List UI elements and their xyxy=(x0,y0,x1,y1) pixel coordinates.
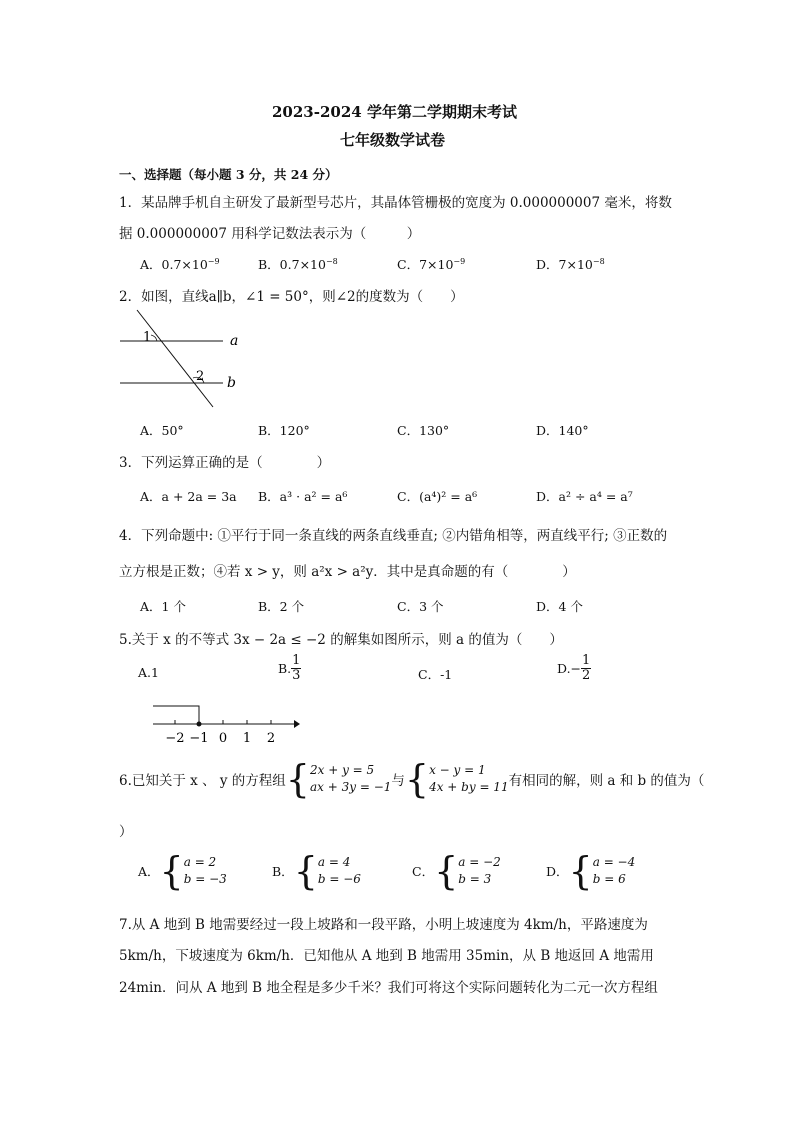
q2-stem: 2．如图，直线a∥b，∠1 = 50°，则∠2的度数为（ ） xyxy=(119,289,464,305)
axis-tick-label: −2 xyxy=(165,731,185,746)
q6-option-a: A．{ a = 2 b = −3 xyxy=(138,849,227,893)
exam-title-line2: 七年级数学试卷 xyxy=(340,131,446,149)
axis-tick-label: 2 xyxy=(266,731,276,746)
q3-option-d: D．a² ÷ a⁴ = a⁷ xyxy=(536,489,633,504)
q6-option-d: D．{ a = −4 b = 6 xyxy=(546,849,636,893)
line-a-label: a xyxy=(230,333,239,349)
transversal xyxy=(137,310,213,407)
q1-option-c: C．$7\times 10^{-9}$ xyxy=(397,256,466,272)
line-b-label: b xyxy=(227,375,236,391)
q3-option-b: B．a³ · a² = a⁶ xyxy=(258,489,348,504)
q5-option-c: C．-1 xyxy=(418,667,453,682)
q1-option-d: D．$7\times 10^{-8}$ xyxy=(536,256,605,272)
angle-2-label: 2 xyxy=(196,369,205,384)
q6-system1-eq1: 2x + y = 5 xyxy=(309,763,375,777)
q5-d-numerator: 1 xyxy=(582,653,591,668)
q1-line1: 1．某品牌手机自主研发了最新型号芯片，其晶体管栅极的宽度为 0.000000007 毫米，将数 xyxy=(119,195,672,211)
q3-stem: 3．下列运算正确的是（ ） xyxy=(119,455,331,471)
q7-line2: 5km/h，下坡速度为 6km/h．已知他从 A 地到 B 地需用 35min，从 B 地返回 A 地需用 xyxy=(119,948,654,964)
q5-number-line xyxy=(148,700,300,748)
solution-ray xyxy=(153,706,199,724)
q5-d-denominator: 2 xyxy=(582,668,591,683)
axis-tick-label: 1 xyxy=(242,731,252,746)
q2-option-c: C．130° xyxy=(397,423,450,438)
q4-option-c: C．3 个 xyxy=(397,599,444,614)
q5-stem: 5.关于 x 的不等式 3x − 2a ≤ −2 的解集如图所示，则 a 的值为（ ） xyxy=(119,632,563,648)
q5-b-denominator: 3 xyxy=(292,668,301,683)
q4-option-a: A．1 个 xyxy=(140,599,186,614)
q6-system2-eq2: 4x + by = 11 xyxy=(429,780,509,794)
q1-option-a: A．$0.7\times 10^{-9}$ xyxy=(140,256,220,272)
q5-option-b: B. $\frac{1}{3}$ xyxy=(278,653,301,683)
q3-option-c: C．(a⁴)² = a⁶ xyxy=(397,489,478,504)
q6-option-c: C．{ a = −2 b = 3 xyxy=(412,849,501,893)
q5-option-a: A.1 xyxy=(138,665,159,680)
q7-line3: 24min．问从 A 地到 B 地全程是多少千米？我们可将这个实际问题转化为二元一次方程组 xyxy=(119,980,658,996)
q5-option-d: D.− $\frac{1}{2}$ xyxy=(557,653,591,683)
q1-option-b: B．$0.7\times 10^{-8}$ xyxy=(258,256,338,272)
axis-tick-label: −1 xyxy=(189,731,209,746)
q2-option-a: A．50° xyxy=(140,423,184,438)
section-heading: 一、选择题（每小题 3 分，共 24 分） xyxy=(119,167,338,182)
q6-system1-eq2: ax + 3y = −1 xyxy=(309,780,392,794)
q1-line2: 据 0.000000007 用科学记数法表示为（ ） xyxy=(119,226,421,242)
axis-tick-label: 0 xyxy=(218,731,228,746)
q6-line1: 6.已知关于 x 、 y 的方程组{ 2x + y = 5 ax + 3y = −1 与{ x − y = 1 4x + by = 11 有相同的解，则 a 和 b 的值为（ xyxy=(119,757,705,801)
q6-system2-eq1: x − y = 1 xyxy=(429,763,486,777)
q4-line2: 立方根是正数；④若 x > y，则 a²x > a²y．其中是真命题的有（ ） xyxy=(119,564,576,580)
q4-option-b: B．2 个 xyxy=(258,599,305,614)
q2-option-d: D．140° xyxy=(536,423,589,438)
q5-b-numerator: 1 xyxy=(292,653,301,668)
angle-1-label: 1 xyxy=(143,330,152,345)
q6-option-b: B．{ a = 4 b = −6 xyxy=(272,849,361,893)
q2-option-b: B．120° xyxy=(258,423,310,438)
q2-parallel-lines-figure xyxy=(115,308,250,412)
q6-line2: ） xyxy=(119,824,133,840)
q3-option-a: A．a + 2a = 3a xyxy=(140,489,237,504)
q4-option-d: D．4 个 xyxy=(536,599,583,614)
exam-title-line1: 2023-2024 学年第二学期期末考试 xyxy=(272,103,517,121)
q7-line1: 7.从 A 地到 B 地需要经过一段上坡路和一段平路，小明上坡速度为 4km/h，平路速度为 xyxy=(119,917,648,933)
q4-line1: 4．下列命题中: ①平行于同一条直线的两条直线垂直; ②内错角相等，两直线平行; ③正数的 xyxy=(119,528,668,544)
